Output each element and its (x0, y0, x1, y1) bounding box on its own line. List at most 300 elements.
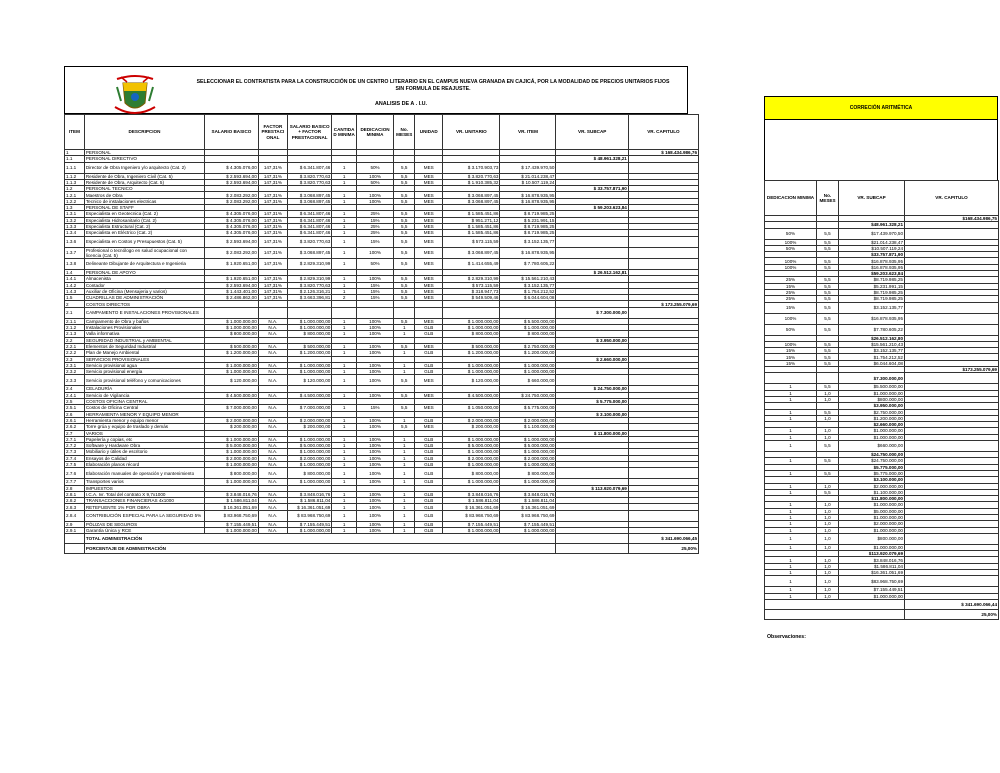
cell-sb: $ 4.305.076,00 (205, 211, 259, 217)
cell-mes: 5,5 (394, 375, 415, 386)
cell-fp: 147,31% (258, 282, 287, 288)
cell-fp: 147,31% (258, 276, 287, 282)
correction-cell-rs: $1.200.000,00 (839, 415, 905, 421)
cell-uni: MES (415, 258, 443, 269)
cell-vc (628, 236, 698, 247)
cell-ded: 50% (356, 258, 393, 269)
cell-item: 2.7.1 (65, 436, 85, 442)
cell-cant: 1 (332, 504, 357, 510)
cell-cant: 1 (332, 236, 357, 247)
cell-vi: $ 1.000.000,00 (500, 449, 556, 455)
cell-uni: GLB (415, 449, 443, 455)
cell-cant: 1 (332, 468, 357, 479)
cell-sbf: $ 6.341.807,46 (287, 223, 331, 229)
correction-cell-rc (905, 302, 999, 313)
cell-fp: N.A. (258, 479, 287, 485)
cell-uni: MES (415, 192, 443, 198)
cell-item: 2.8.2 (65, 498, 85, 504)
table-row (65, 247, 699, 258)
cell-vu: $ 120.000,00 (443, 375, 500, 386)
cell-vi: $ 800.000,00 (500, 331, 556, 337)
cell-desc: Delineante Dibujante de Arquitectura e Ingenieria (84, 258, 204, 269)
table-row (65, 307, 699, 318)
cell-item: 1.3.3 (65, 223, 85, 229)
cell-desc: Servicio provisional energía (84, 369, 204, 375)
cell-desc: Elaboración planos récord (84, 461, 204, 467)
correction-cell-rm: 5,5 (817, 384, 839, 390)
cell-fp: 147,31% (258, 247, 287, 258)
correction-cell-rs: $2.000.000,00 (839, 521, 905, 527)
correction-cell-rd: 1 (765, 521, 817, 527)
cell-item: 1.3.1 (65, 211, 85, 217)
cell-desc: Campamento de Obra y baños (84, 318, 204, 324)
cell-mes: 1 (394, 528, 415, 534)
correction-cell-rd: 100% (765, 258, 817, 264)
cell-desc: Almacenista (84, 276, 204, 282)
pct-admin-value-corr: 25,00% (905, 609, 999, 619)
cell-desc: TRANSACCIONES FINANCIERAS 4x1000 (84, 498, 204, 504)
cell-vs: $ 11.800.000,00 (556, 430, 628, 436)
correction-cell-rs: $1.000.000,00 (839, 527, 905, 533)
cell-ded: 100% (356, 331, 393, 337)
cell-fp: N.A. (258, 405, 287, 411)
cell-ded: 15% (356, 405, 393, 411)
correction-cell-rm: 1,0 (817, 390, 839, 396)
table-row (65, 468, 699, 479)
cell-fp: 147,31% (258, 211, 287, 217)
cell-ded: 50% (356, 179, 393, 185)
cell-item: 1.3.8 (65, 258, 85, 269)
cell-sbf: $ 3.820.770,63 (287, 173, 331, 179)
cell-mes: 5,5 (394, 198, 415, 204)
cell-ded: 15% (356, 217, 393, 223)
correction-cell-rd: 25% (765, 277, 817, 283)
cell-sb: $ 3.848.016,76 (205, 491, 259, 497)
cell-vc (628, 375, 698, 386)
cell-item: 1.3 (65, 205, 85, 211)
cell-sb: $ 4.305.076,00 (205, 217, 259, 223)
cell-vs (556, 247, 628, 258)
cell-mes: 5,5 (394, 392, 415, 398)
cell-uni: MES (415, 173, 443, 179)
cell-item: 2.1 (65, 307, 85, 318)
correction-cell-rs: $16.878.935,95 (839, 264, 905, 270)
cell-cant: 1 (332, 288, 357, 294)
correction-cell-rd: 1 (765, 593, 817, 599)
cell-vs (556, 375, 628, 386)
cell-desc: Torre grúa y equipo de traslado y demás (84, 424, 204, 430)
cell-cant: 1 (332, 325, 357, 331)
cell-cant: 1 (332, 417, 357, 423)
correction-cell-rd: 100% (765, 264, 817, 270)
cell-fp: 147,31% (258, 162, 287, 173)
cell-desc: Residente de Obra, Ingeniero Civil (Cat. 5) (84, 173, 204, 179)
column-header: SALARIO BASICO (205, 115, 259, 150)
cell-uni: MES (415, 318, 443, 324)
cell-vu: $ 1.586.811,04 (443, 498, 500, 504)
cell-sbf: $ 120.000,00 (287, 375, 331, 386)
cell-desc: Valla informativa (84, 331, 204, 337)
cell-uni: GLB (415, 331, 443, 337)
cell-vs (556, 258, 628, 269)
cell-item: 2.4.1 (65, 392, 85, 398)
cell-uni: MES (415, 162, 443, 173)
cell-vi: $ 660.000,00 (500, 375, 556, 386)
cell-fp: N.A. (258, 424, 287, 430)
cell-fp: N.A. (258, 436, 287, 442)
document-title: SELECCIONAR EL CONTRATISTA PARA LA CONSTRUCCIÓN DE UN CENTRO LITERARIO EN EL CAMPUS NUEVA GRANADA EN CAJICÁ, POR LA MODALIDAD DE PRECIOS UNITARIOS FIJOS SIN FORMULA DE REAJUSTE. (196, 79, 670, 92)
cell-item: 2.4 (65, 386, 85, 392)
cell-vi: $ 16.878.935,95 (500, 247, 556, 258)
cell-item: 2.7.4 (65, 455, 85, 461)
correction-row (765, 373, 999, 384)
cell-sbf: $ 2.000.000,00 (287, 417, 331, 423)
cell-item: 2.6.1 (65, 417, 85, 423)
cell-cant: 1 (332, 217, 357, 223)
cell-desc: Herramienta menor y equipo menor (84, 417, 204, 423)
cell-vu: $ 3.170.903,73 (443, 162, 500, 173)
cell-ded: 100% (356, 479, 393, 485)
correction-row (765, 576, 999, 587)
cell-sb: $ 500.000,00 (205, 343, 259, 349)
cell-item: 1.2 (65, 186, 85, 192)
cell-vi: $ 8.719.985,25 (500, 230, 556, 236)
cell-uni: MES (415, 276, 443, 282)
correction-cell-rs: $7.155.449,51 (839, 587, 905, 593)
cell-desc: Servicio provisional teléfono y comunicaciones (84, 375, 204, 386)
cell-vu: $ 2.000.000,00 (443, 455, 500, 461)
cell-sbf: $ 1.000.000,00 (287, 528, 331, 534)
correction-cell-rs: $800.000,00 (839, 396, 905, 402)
cell-vu: $ 1.000.000,00 (443, 479, 500, 485)
correction-cell-rs: $59.203.623,84 (839, 271, 905, 277)
cell-uni: GLB (415, 455, 443, 461)
cell-cant: 1 (332, 192, 357, 198)
cell-vu: $ 83.968.750,69 (443, 510, 500, 521)
cell-vi: $ 5.775.000,00 (500, 405, 556, 411)
cell-vs: $ 5.775.000,00 (556, 399, 628, 405)
correction-cell-rs: $8.719.985,25 (839, 277, 905, 283)
correction-row (765, 533, 999, 544)
cell-sb: $ 1.920.651,00 (205, 258, 259, 269)
correction-cell-rc: $173.255.079,69 (905, 367, 999, 373)
cell-sbf: $ 1.000.000,00 (287, 479, 331, 485)
cell-desc: Mobiliario y útiles de escritorio (84, 449, 204, 455)
total-row (65, 534, 699, 544)
cell-blank (65, 544, 85, 554)
cell-uni: MES (415, 179, 443, 185)
cell-item: 1.1.2 (65, 173, 85, 179)
cell-fp: N.A. (258, 504, 287, 510)
cell-cant: 1 (332, 436, 357, 442)
cell-mes: 5,5 (394, 288, 415, 294)
cell-ded: 100% (356, 276, 393, 282)
cell-mes: 1 (394, 521, 415, 527)
correction-cell-rd: 1 (765, 396, 817, 402)
correction-cell-rm: 5,5 (817, 441, 839, 452)
cell-desc: Profesional o tecnólogo en salud ocupacional con licencia (Cat. 5) (84, 247, 204, 258)
cell-item: 2 (65, 301, 85, 307)
cell-sb: $ 7.155.449,51 (205, 521, 259, 527)
cell-vc (628, 162, 698, 173)
cell-cant: 1 (332, 223, 357, 229)
correction-header-row (765, 181, 999, 216)
cell-sbf: $ 7.155.449,51 (287, 521, 331, 527)
correction-cell-rd: 1 (765, 557, 817, 563)
budget-table (64, 114, 699, 554)
column-header: CANTIDA D MINIMA (332, 115, 357, 150)
cell-uni: GLB (415, 350, 443, 356)
correction-cell-rm: 1,0 (817, 527, 839, 533)
cell-sbf: $ 3.820.770,63 (287, 236, 331, 247)
cell-sb: $ 2.486.862,00 (205, 295, 259, 301)
cell-vs (556, 236, 628, 247)
cell-uni: MES (415, 295, 443, 301)
cell-mes: 5,5 (394, 424, 415, 430)
cell-cant: 1 (332, 318, 357, 324)
correction-cell-rd: 15% (765, 348, 817, 354)
cell-fp: 147,31% (258, 179, 287, 185)
cell-uni: MES (415, 405, 443, 411)
table-row (65, 375, 699, 386)
cell-cant: 1 (332, 331, 357, 337)
cell-desc: Servicio de Vigilancia (84, 392, 204, 398)
cell-desc: Maestros de Obra (84, 192, 204, 198)
cell-mes: 5,5 (394, 179, 415, 185)
cell-vs (556, 510, 628, 521)
cell-uni: MES (415, 288, 443, 294)
correction-cell-rs: $16.878.935,95 (839, 313, 905, 324)
cell-fp: N.A. (258, 449, 287, 455)
correction-cell-rs: $24.750.000,00 (839, 452, 905, 458)
column-header: DEDICACION MINIMA (356, 115, 393, 150)
pct-admin-label: PORCENTAJE DE ADMINISTRACIÓN (84, 544, 556, 554)
cell-item: 2.3.3 (65, 375, 85, 386)
cell-ded: 100% (356, 198, 393, 204)
cell-mes: 1 (394, 362, 415, 368)
correction-cell-rs: $16.361.051,69 (839, 570, 905, 576)
cell-sbf: $ 2.829.310,99 (287, 258, 331, 269)
cell-cant: 1 (332, 162, 357, 173)
cell-vi: $ 5.231.991,15 (500, 217, 556, 223)
cell-mes: 1 (394, 331, 415, 337)
cell-uni: GLB (415, 325, 443, 331)
correction-cell-rd: 1 (765, 502, 817, 508)
cell-sb: $ 120.000,00 (205, 375, 259, 386)
correction-cell-rm: 1,0 (817, 563, 839, 569)
cell-uni: MES (415, 236, 443, 247)
cell-fp: 147,31% (258, 173, 287, 179)
cell-vi: $ 1.000.000,00 (500, 479, 556, 485)
cell-fp: N.A. (258, 325, 287, 331)
cell-sbf: $ 4.500.000,00 (287, 392, 331, 398)
cell-sbf: $ 2.000.000,00 (287, 455, 331, 461)
correction-column-header: VR. CAPITULO (905, 181, 999, 216)
cell-item: 2.7.7 (65, 479, 85, 485)
correction-cell-rs: $1.000.000,00 (839, 428, 905, 434)
cell-vu: $ 2.000.000,00 (443, 417, 500, 423)
cell-cant: 1 (332, 521, 357, 527)
cell-vc (628, 247, 698, 258)
cell-sbf: $ 6.341.807,46 (287, 162, 331, 173)
cell-item: 1.2.1 (65, 192, 85, 198)
cell-sb: $ 2.593.694,00 (205, 173, 259, 179)
cell-fp: N.A. (258, 331, 287, 337)
table-header-row (65, 115, 699, 150)
correction-cell-rm: 5,5 (817, 302, 839, 313)
cell-vc: $ 173.255.079,69 (628, 301, 698, 307)
correction-cell-rs: $1.000.000,00 (839, 390, 905, 396)
cell-fp: 147,31% (258, 223, 287, 229)
cell-uni: MES (415, 247, 443, 258)
column-header: SALARIO BASICO + FACTOR PRESTACIONAL (287, 115, 331, 150)
cell-vi: $ 1.100.000,00 (500, 424, 556, 430)
cell-vu: $ 3.068.897,45 (443, 247, 500, 258)
correction-cell-rs: $1.754.212,52 (839, 354, 905, 360)
cell-fp: 147,31% (258, 295, 287, 301)
correction-cell-rs: $5.231.991,15 (839, 283, 905, 289)
cell-sb: $ 2.000.000,00 (205, 417, 259, 423)
correction-cell-rd: 1 (765, 470, 817, 476)
cell-ded: 100% (356, 392, 393, 398)
cell-mes: 1 (394, 498, 415, 504)
cell-mes: 5,5 (394, 192, 415, 198)
cell-sbf: $ 3.820.770,63 (287, 282, 331, 288)
cell-cant: 1 (332, 498, 357, 504)
cell-vs: $ 2.660.000,00 (556, 356, 628, 362)
cell-sbf: $ 3.068.897,45 (287, 198, 331, 204)
correction-cell-rm: 1,0 (817, 576, 839, 587)
cell-cant: 1 (332, 258, 357, 269)
correction-cell-rm: 5,5 (817, 489, 839, 495)
cell-ded: 100% (356, 362, 393, 368)
cell-vi: $ 83.968.750,69 (500, 510, 556, 521)
cell-fp: N.A. (258, 461, 287, 467)
cell-sbf: $ 1.586.811,04 (287, 498, 331, 504)
cell-cant: 1 (332, 461, 357, 467)
correction-cell-rd: 1 (765, 544, 817, 550)
cell-sbf: $ 200.000,00 (287, 424, 331, 430)
correction-cell-rd: 1 (765, 587, 817, 593)
cell-sbf: $ 83.968.750,69 (287, 510, 331, 521)
cell-cant (332, 307, 357, 318)
correction-cell-rs: $3.100.000,00 (839, 477, 905, 483)
cell-ded: 25% (356, 223, 393, 229)
correction-cell-rm: 5,5 (817, 228, 839, 239)
cell-fp: 147,31% (258, 258, 287, 269)
cell-sbf: $ 6.341.807,46 (287, 211, 331, 217)
cell-ded: 100% (356, 436, 393, 442)
cell-sb: $ 1.000.000,00 (205, 449, 259, 455)
cell-desc: CUADRILLAS DE ADMINISTRACIÓN (84, 295, 204, 301)
cell-desc: SEGURIDAD INDUSTRIAL y AMBIENTAL (84, 337, 204, 343)
cell-ded: 100% (356, 491, 393, 497)
correction-cell-rd: 1 (765, 570, 817, 576)
cell-fp: N.A. (258, 343, 287, 349)
correction-cell-rd: 15% (765, 360, 817, 366)
cell-cant: 1 (332, 449, 357, 455)
correction-cell-rs: $8.719.985,25 (839, 296, 905, 302)
cell-desc: VARIOS (84, 430, 204, 436)
correction-row (765, 441, 999, 452)
cell-vs: $ 3.950.000,00 (556, 337, 628, 343)
correction-cell-rm: 1,0 (817, 396, 839, 402)
cell-item: 2.8.3 (65, 504, 85, 510)
cell-ded: 100% (356, 449, 393, 455)
cell-mes: 5,5 (394, 162, 415, 173)
cell-desc: I.C.A. Ivr. Total del contrato X 9,7x1000 (84, 491, 204, 497)
cell-ded (356, 307, 393, 318)
cell-item: 2.9.1 (65, 528, 85, 534)
correction-cell-rd: 1 (765, 563, 817, 569)
correction-cell-rm: 5,5 (817, 409, 839, 415)
cell-sbf: $ 1.000.000,00 (287, 436, 331, 442)
cell-ded: 15% (356, 295, 393, 301)
cell-vu: $ 3.848.016,76 (443, 491, 500, 497)
cell-uni: MES (415, 217, 443, 223)
correction-cell-rs: $33.757.871,90 (839, 252, 905, 258)
cell-sbf: $ 16.361.051,69 (287, 504, 331, 510)
correction-cell-rm: 5,5 (817, 341, 839, 347)
cell-fp: N.A. (258, 318, 287, 324)
cell-cant: 1 (332, 375, 357, 386)
cell-mes: 5,5 (394, 276, 415, 282)
cell-fp: N.A. (258, 369, 287, 375)
cell-ded: 100% (356, 498, 393, 504)
cell-desc: CELADURÍA (84, 386, 204, 392)
cell-mes: 5,5 (394, 217, 415, 223)
cell-mes: 1 (394, 504, 415, 510)
correction-cell-rd: 50% (765, 245, 817, 251)
column-header: DESCRIPCION (84, 115, 204, 150)
cell-ded: 100% (356, 510, 393, 521)
cell-fp: 147,31% (258, 288, 287, 294)
cell-sbf: $ 1.000.000,00 (287, 369, 331, 375)
cell-mes: 5,5 (394, 405, 415, 411)
cell-desc: CONTRIBUCIÓN ESPECIAL PARA LA SEGURIDAD 5% (84, 510, 204, 521)
correction-cell-rm: 5,5 (817, 264, 839, 270)
correction-cell-rm: 1,0 (817, 415, 839, 421)
correction-cell-rs: $660.000,00 (839, 441, 905, 452)
correction-row (765, 228, 999, 239)
correction-cell-rm: 1,0 (817, 502, 839, 508)
cell-mes: 5,5 (394, 173, 415, 179)
cell-ded: 100% (356, 318, 393, 324)
total-row (765, 599, 999, 609)
correction-cell-rd: 1 (765, 390, 817, 396)
cell-sb: $ 1.443.401,00 (205, 288, 259, 294)
cell-vu: $ 16.361.051,69 (443, 504, 500, 510)
cell-cant: 1 (332, 198, 357, 204)
cell-vi: $ 16.878.935,95 (500, 192, 556, 198)
cell-mes: 5,5 (394, 318, 415, 324)
cell-ded: 100% (356, 325, 393, 331)
correction-cell-rd: 1 (765, 434, 817, 440)
cell-sb: $ 7.000.000,00 (205, 405, 259, 411)
correction-cell-rs: $1.000.000,00 (839, 502, 905, 508)
cell-ded: 100% (356, 468, 393, 479)
cell-fp: 147,31% (258, 198, 287, 204)
cell-item: 2.1.3 (65, 331, 85, 337)
correction-cell-rs: $2.000.000,00 (839, 483, 905, 489)
cell-desc: HERRAMIENTA MENOR Y EQUIPO MENOR (84, 411, 204, 417)
correction-cell-rs: $2.660.000,00 (839, 422, 905, 428)
cell-fp: N.A. (258, 498, 287, 504)
cell-fp: 147,31% (258, 236, 287, 247)
cell-sbf: $ 1.200.000,00 (287, 350, 331, 356)
correction-cell-rs: $113.920.079,69 (839, 551, 905, 557)
cell-blank (765, 599, 905, 609)
